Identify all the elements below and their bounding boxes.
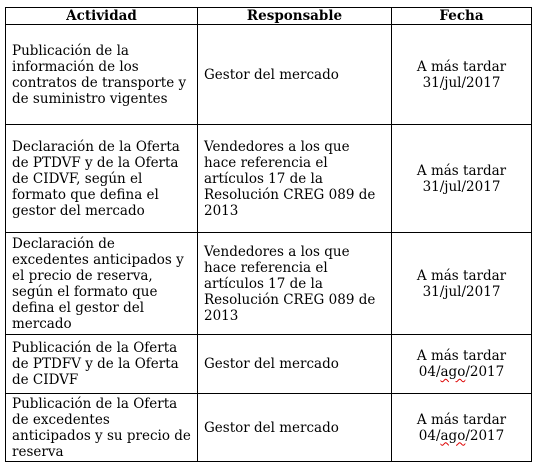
cell-fecha [392, 394, 532, 462]
cell-fecha [392, 25, 532, 125]
cell-actividad: Publicación de la Oferta de PTDFV y de la Oferta de CIDVF [6, 335, 198, 394]
header-responsable: Responsable [198, 8, 392, 25]
cell-responsable: Vendedores a los que hace referencia el artículos 17 de la Resolución CREG 089 de 2013 [198, 233, 392, 335]
header-actividad: Actividad [6, 8, 198, 25]
fecha-date: 31/jul/2017 [422, 74, 501, 91]
fecha-day: 04/ [418, 364, 441, 380]
cell-fecha [392, 335, 532, 394]
table-header-row [6, 8, 532, 25]
cell-actividad: Publicación de la Oferta de excedentes anticipados y su precio de reserva [6, 394, 198, 462]
fecha-month: ago [440, 364, 466, 380]
schedule-table [5, 7, 532, 462]
fecha-month: ago [440, 427, 466, 444]
table-row [6, 25, 532, 125]
fecha-year: /2017 [465, 427, 505, 444]
fecha-year: /2017 [465, 364, 505, 380]
cell-responsable: Gestor del mercado [198, 25, 392, 125]
table-row [6, 125, 532, 233]
cell-responsable: Gestor del mercado [198, 335, 392, 394]
fecha-day: 04/ [418, 427, 441, 444]
fecha-prefix: A más tardar [416, 267, 507, 284]
table-row [6, 335, 532, 394]
fecha-date: 31/jul/2017 [422, 283, 501, 300]
cell-responsable: Vendedores a los que hace referencia el artículos 17 de la Resolución CREG 089 de 2013 [198, 125, 392, 233]
fecha-prefix: A más tardar [416, 348, 507, 364]
fecha-prefix: A más tardar [416, 411, 507, 428]
cell-actividad: Publicación de la información de los contratos de transporte y de suministro vigentes [6, 25, 198, 125]
fecha-prefix: A más tardar [416, 58, 507, 75]
fecha-date: 31/jul/2017 [422, 178, 501, 195]
fecha-prefix: A más tardar [416, 162, 507, 179]
cell-fecha [392, 125, 532, 233]
cell-actividad: Declaración de la Oferta de PTDVF y de la Oferta de CIDVF, según el formato que defina el gestor del mercado [6, 125, 198, 233]
cell-fecha [392, 233, 532, 335]
cell-actividad: Declaración de excedentes anticipados y el precio de reserva, según el formato que defina el gestor del mercado [6, 233, 198, 335]
cell-responsable: Gestor del mercado [198, 394, 392, 462]
header-fecha: Fecha [392, 8, 532, 25]
table-row [6, 233, 532, 335]
table-row [6, 394, 532, 462]
